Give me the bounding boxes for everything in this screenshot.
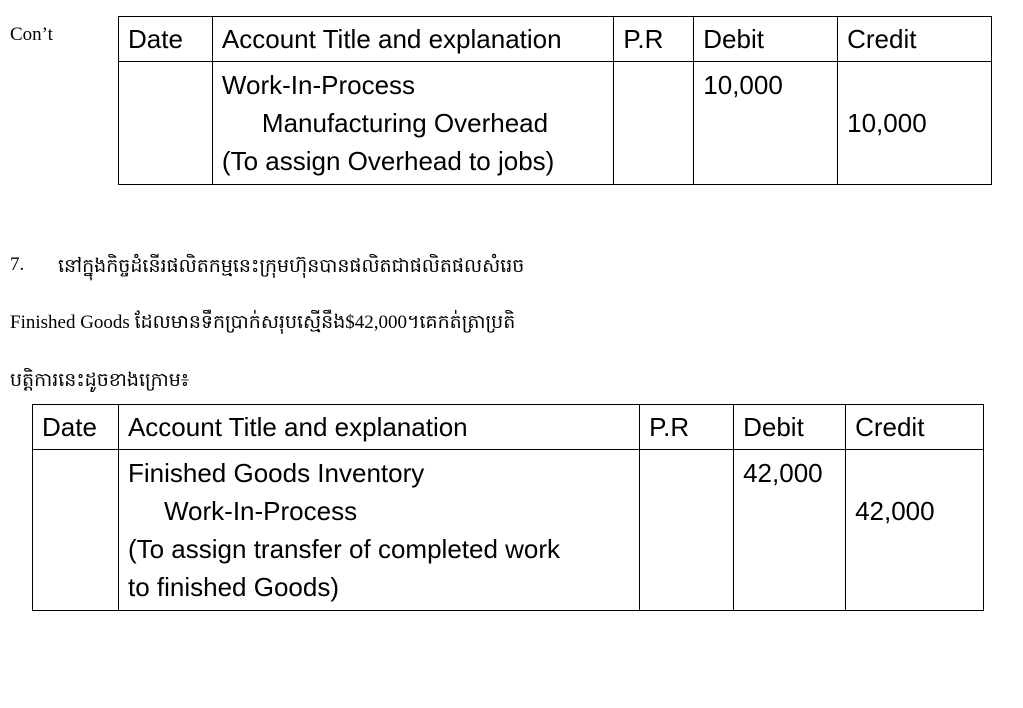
header-credit: Credit [838, 17, 992, 62]
header-credit: Credit [846, 405, 984, 450]
cell-debit [694, 62, 838, 185]
item-text-line3: បត្តិការនេះដូចខាងក្រោម៖ [10, 370, 190, 391]
debit-account: Work-In-Process [221, 70, 416, 100]
item-text-line1: នៅក្នុងកិច្ចដំនើរផលិតកម្មនេះក្រុមហ៊ុនបានផលិតជាផលិតផលសំរេច [58, 256, 525, 277]
cell-pr [640, 450, 734, 611]
header-debit: Debit [694, 17, 838, 62]
item-text-line2: Finished Goods ដែលមានទឹកប្រាក់សរុបស្មើនឹង$42,000។គេកត់ត្រាប្រតិ [10, 312, 516, 333]
journal-table-finished-goods [32, 404, 984, 611]
credit-account: Work-In-Process [163, 496, 358, 526]
cell-account-title [212, 62, 613, 185]
item-number: 7. [10, 254, 25, 275]
table-header-row [119, 17, 992, 62]
header-date: Date [119, 17, 213, 62]
header-date: Date [33, 405, 119, 450]
credit-amount: 42,000 [855, 496, 935, 526]
debit-account: Finished Goods Inventory [127, 458, 425, 488]
explanation-line2: to finished Goods) [127, 572, 339, 602]
header-account-title: Account Title and explanation [212, 17, 613, 62]
header-pr: P.R [640, 405, 734, 450]
table-row [119, 62, 992, 185]
cell-date [119, 62, 213, 185]
explanation: (To assign Overhead to jobs) [221, 146, 555, 176]
header-account-title: Account Title and explanation [118, 405, 639, 450]
credit-amount: 10,000 [847, 108, 927, 138]
cell-credit [838, 62, 992, 185]
table-header-row [33, 405, 984, 450]
credit-account: Manufacturing Overhead [261, 108, 549, 138]
table-row [33, 450, 984, 611]
debit-amount: 10,000 [703, 70, 783, 100]
header-debit: Debit [734, 405, 846, 450]
cell-account-title [118, 450, 639, 611]
header-pr: P.R [614, 17, 694, 62]
explanation-line1: (To assign transfer of completed work [127, 534, 561, 564]
debit-amount: 42,000 [743, 458, 823, 488]
journal-table-overhead [118, 16, 992, 185]
cell-debit [734, 450, 846, 611]
cell-date [33, 450, 119, 611]
cell-credit [846, 450, 984, 611]
cell-pr [614, 62, 694, 185]
continued-label: Con’t [10, 24, 53, 45]
